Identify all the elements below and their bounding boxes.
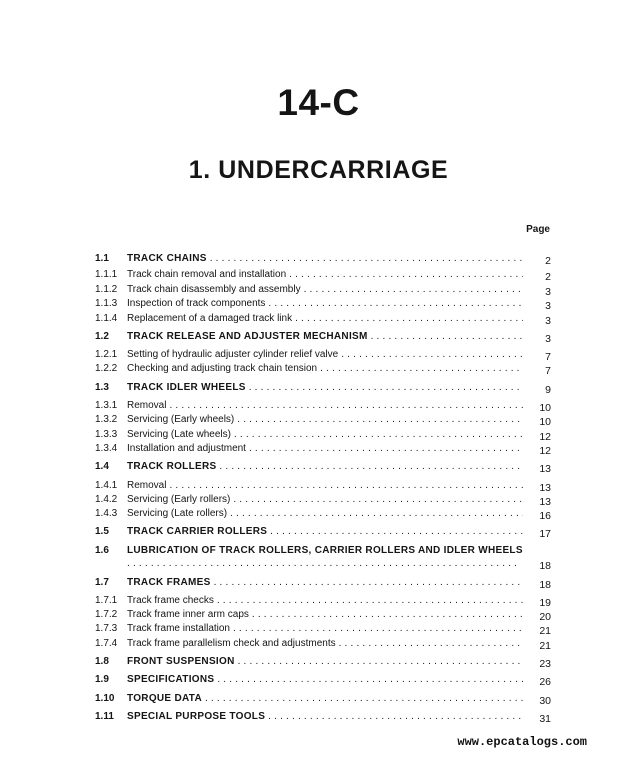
toc-page-number: 3 — [545, 315, 551, 327]
toc-page-number: 30 — [539, 695, 551, 707]
toc-page-number: 3 — [545, 300, 551, 312]
toc-page-number: 18 — [539, 560, 551, 572]
toc-section-number: 1.3.4 — [95, 443, 118, 454]
watermark: www.epcatalogs.com — [457, 735, 587, 749]
toc-section-title: Track chain removal and installation . . . — [127, 268, 523, 281]
toc-page-number: 17 — [539, 528, 551, 540]
toc-section-title: Setting of hydraulic adjuster cylinder relief valve . . . — [127, 348, 523, 361]
toc-section-number: 1.7.1 — [95, 595, 118, 606]
toc-section-number: 1.9 — [95, 674, 109, 685]
toc-section-number: 1.4.3 — [95, 508, 118, 519]
toc-page-number: 18 — [539, 579, 551, 591]
toc-section-title: Installation and adjustment . . . — [127, 442, 523, 455]
toc-section-title: Servicing (Late wheels) . . . — [127, 428, 523, 441]
toc-section-number: 1.3.2 — [95, 414, 118, 425]
toc-section-title: Track frame checks . . . — [127, 594, 523, 607]
toc-page-number: 9 — [545, 384, 551, 396]
toc-section-title: FRONT SUSPENSION . . . — [127, 655, 523, 668]
toc-section-number: 1.4.1 — [95, 480, 118, 491]
toc-section-title: Inspection of track components . . . — [127, 297, 523, 310]
toc-page-number: 12 — [539, 445, 551, 457]
toc-section-title: TRACK CARRIER ROLLERS . . . — [127, 525, 523, 538]
toc-page-number: 10 — [539, 402, 551, 414]
toc-page-number: 31 — [539, 713, 551, 725]
toc-page-number: 21 — [539, 640, 551, 652]
toc-page-number: 3 — [545, 333, 551, 345]
toc-section-title: SPECIFICATIONS . . . — [127, 673, 523, 686]
toc-section-title: SPECIAL PURPOSE TOOLS . . . — [127, 710, 523, 723]
toc-section-title: TRACK FRAMES . . . — [127, 576, 523, 589]
toc-section-number: 1.4.2 — [95, 494, 118, 505]
toc-section-title: Track frame parallelism check and adjustments . . . — [127, 637, 523, 650]
toc-section-number: 1.4 — [95, 461, 109, 472]
toc-page-number: 19 — [539, 597, 551, 609]
toc-section-number: 1.8 — [95, 656, 109, 667]
toc-section-number: 1.2 — [95, 331, 109, 342]
toc-page-number: 2 — [545, 255, 551, 267]
toc-section-title: TRACK RELEASE AND ADJUSTER MECHANISM . . . — [127, 330, 523, 343]
toc-page-number: 13 — [539, 463, 551, 475]
toc-section-number: 1.6 — [95, 545, 109, 556]
page-column-header: Page — [526, 224, 550, 235]
toc-section-title: Servicing (Early rollers) . . . — [127, 493, 523, 506]
toc-section-title: TRACK IDLER WHEELS . . . — [127, 381, 523, 394]
toc-section-title: TRACK ROLLERS . . . — [127, 460, 523, 473]
toc-section-number: 1.7 — [95, 577, 109, 588]
toc-section-title: TRACK CHAINS . . . — [127, 252, 523, 265]
toc-section-number: 1.11 — [95, 711, 114, 722]
toc-page-number: 7 — [545, 365, 551, 377]
toc-section-title: Servicing (Early wheels) . . . — [127, 413, 523, 426]
toc-section-title: Track frame installation . . . — [127, 622, 523, 635]
toc-page-number: 2 — [545, 271, 551, 283]
toc-section-title: Track chain disassembly and assembly . . . — [127, 283, 523, 296]
toc-section-title: Checking and adjusting track chain tension . . . — [127, 362, 523, 375]
toc-section-number: 1.1.1 — [95, 269, 118, 280]
toc-page-number: 20 — [539, 611, 551, 623]
toc-page-number: 23 — [539, 658, 551, 670]
toc-section-number: 1.1.4 — [95, 313, 118, 324]
toc-page-number: 16 — [539, 510, 551, 522]
toc-section-title: Track frame inner arm caps . . . — [127, 608, 523, 621]
toc-page-number: 13 — [539, 482, 551, 494]
document-code: 14-C — [277, 82, 360, 123]
toc-section-number: 1.1.2 — [95, 284, 118, 295]
toc-section-title: Removal . . . — [127, 479, 523, 492]
toc-section-number: 1.7.3 — [95, 623, 118, 634]
toc-section-title: Servicing (Late rollers) . . . — [127, 507, 523, 520]
toc-section-number: 1.10 — [95, 693, 115, 704]
toc-section-title: TORQUE DATA . . . — [127, 692, 523, 705]
toc-section-number: 1.2.2 — [95, 363, 118, 374]
toc-section-number: 1.2.1 — [95, 349, 118, 360]
toc-section-title: LUBRICATION OF TRACK ROLLERS, CARRIER ROLLERS AND IDLER WHEELS . . . — [127, 544, 523, 570]
toc-section-number: 1.3.3 — [95, 429, 118, 440]
toc-page-number: 7 — [545, 351, 551, 363]
toc-section-title: Removal . . . — [127, 399, 523, 412]
toc-section-number: 1.5 — [95, 526, 109, 537]
toc-page-number: 3 — [545, 286, 551, 298]
toc-page-number: 10 — [539, 416, 551, 428]
toc-page-number: 12 — [539, 431, 551, 443]
toc-section-title: Replacement of a damaged track link . . . — [127, 312, 523, 325]
toc-section-number: 1.3 — [95, 382, 109, 393]
toc-section-number: 1.7.2 — [95, 609, 118, 620]
document-title: 1. UNDERCARRIAGE — [188, 156, 449, 184]
toc-section-number: 1.3.1 — [95, 400, 118, 411]
toc-page-number: 26 — [539, 676, 551, 688]
toc-section-number: 1.7.4 — [95, 638, 118, 649]
toc-page-number: 13 — [539, 496, 551, 508]
toc-page-number: 21 — [539, 625, 551, 637]
toc-section-number: 1.1.3 — [95, 298, 118, 309]
toc-section-number: 1.1 — [95, 253, 109, 264]
